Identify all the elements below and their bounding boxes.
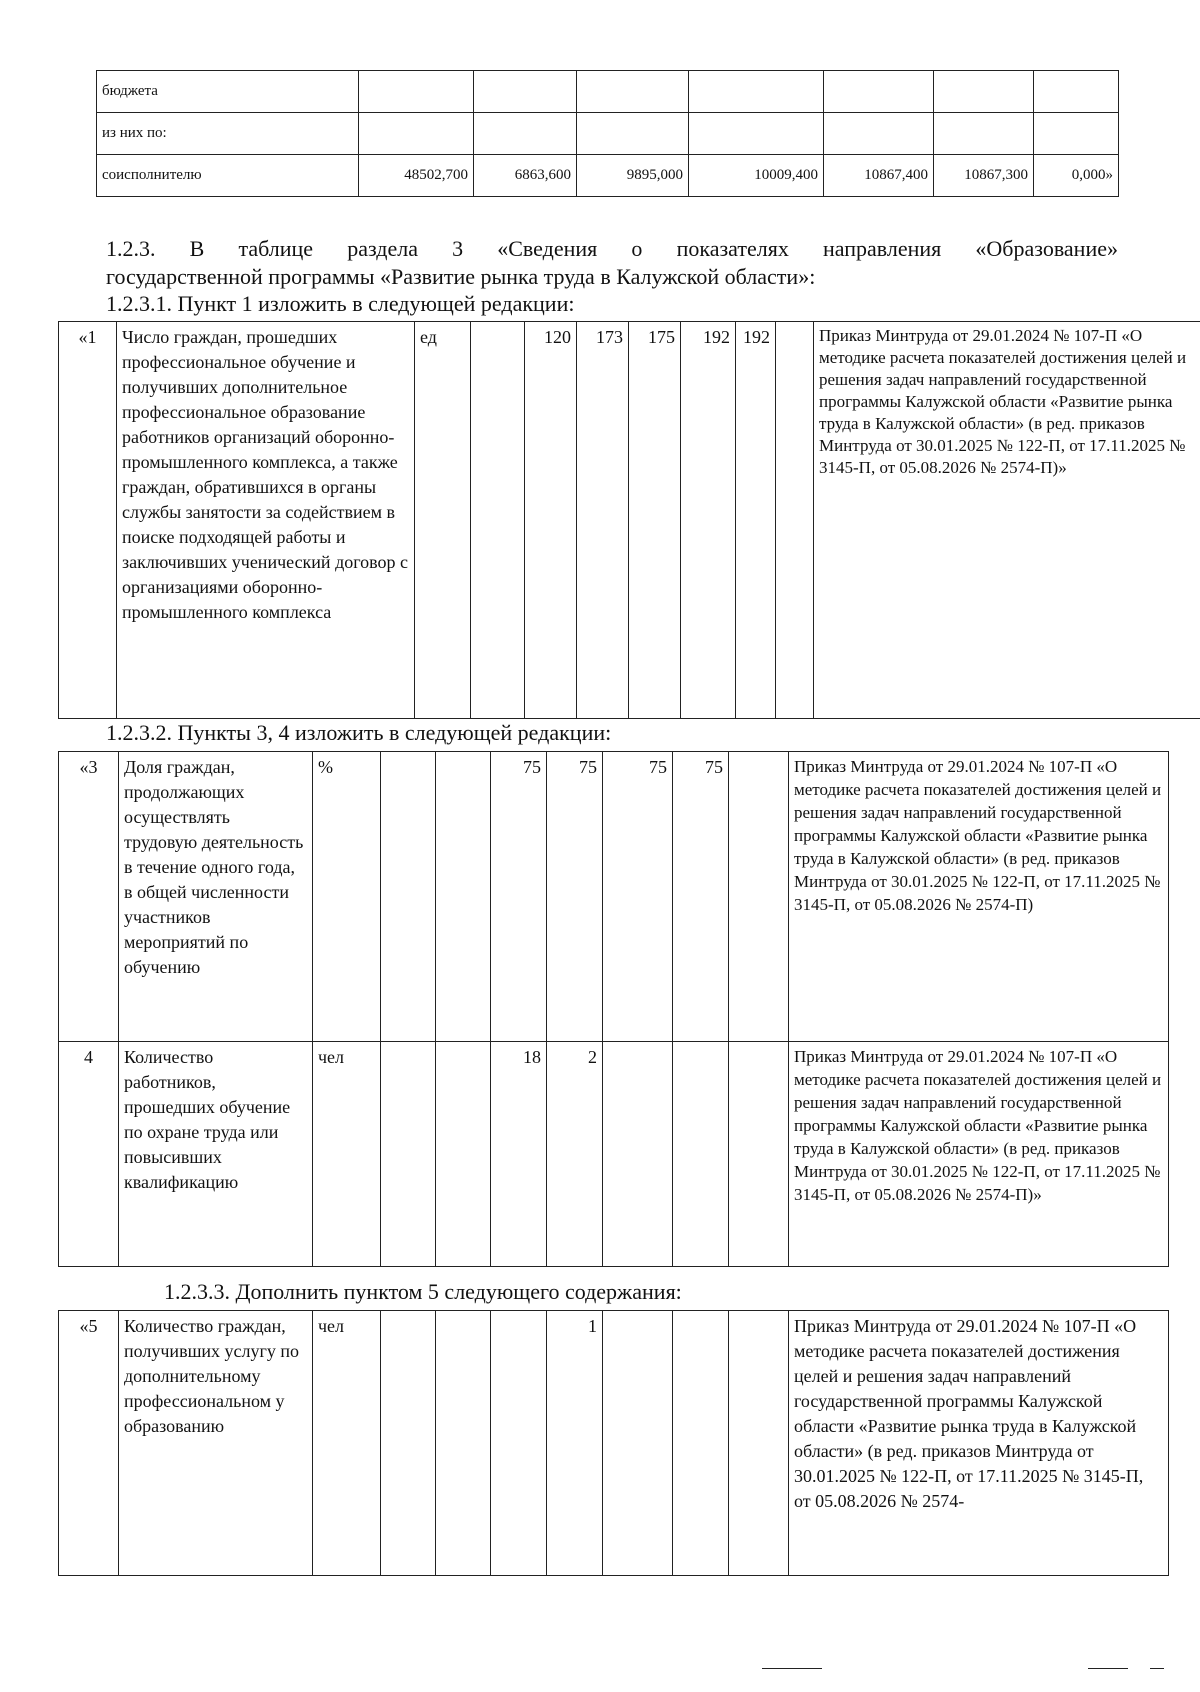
cell	[689, 113, 824, 155]
table-row	[97, 113, 1119, 155]
value-cell: 173	[577, 322, 629, 719]
source-document: Приказ Минтруда от 29.01.2024 № 107-П «О методике расчета показателей достижения целей и решения задач направлений государственной программы Калужской области «Развитие рынка труда в Калужской области» (в ред. приказов Минтруда от 30.01.2025 № 122-П, от 17.11.2025 № 3145-П, от 05.08.2026 № 2574-П)»	[789, 1042, 1169, 1267]
base-value	[471, 322, 525, 719]
cell	[824, 113, 934, 155]
row-label: из них по:	[97, 113, 359, 155]
cell: 48502,700	[359, 155, 474, 197]
table-row	[59, 322, 1200, 719]
value-cell: 120	[525, 322, 577, 719]
cell	[577, 71, 689, 113]
subsection-heading-1: 1.2.3.1. Пункт 1 изложить в следующей редакции:	[106, 291, 575, 316]
indicator-name: Число граждан, прошедших профессиональное обучение и получивших дополнительное профессиональное образование работников организаций оборонно-промышленного комплекса, а также граждан, обратившихся в органы службы занятости за содействием в поиске подходящей работы и заключивших ученический договор с организациями оборонно-промышленного комплекса	[117, 322, 415, 719]
cell: 0,000»	[1034, 155, 1119, 197]
indicator-table-1	[58, 321, 1200, 719]
cell: 10867,300	[934, 155, 1034, 197]
unit: чел	[313, 1042, 381, 1267]
value-cell: 1	[547, 1311, 603, 1576]
cell: 10009,400	[689, 155, 824, 197]
indicator-table-3	[58, 1310, 1169, 1576]
value-cell: 192	[681, 322, 736, 719]
table-row	[97, 155, 1119, 197]
value-cell: 75	[547, 752, 603, 1042]
table-row	[59, 1311, 1169, 1576]
table-row	[97, 71, 1119, 113]
source-document: Приказ Минтруда от 29.01.2024 № 107-П «О методике расчета показателей достижения целей и решения задач направлений государственной программы Калужской области «Развитие рынка труда в Калужской области» (в ред. приказов Минтруда от 30.01.2025 № 122-П, от 17.11.2025 № 3145-П, от 05.08.2026 № 2574-	[789, 1311, 1169, 1576]
empty-cell	[776, 322, 814, 719]
table-row	[59, 752, 1169, 1042]
cell: 9895,000	[577, 155, 689, 197]
row-number: «1	[59, 322, 117, 719]
empty-cell	[729, 1311, 789, 1576]
empty-cell	[436, 1042, 491, 1267]
value-cell: 175	[629, 322, 681, 719]
value-cell	[603, 1311, 673, 1576]
subsection-heading-2: 1.2.3.2. Пункты 3, 4 изложить в следующей редакции:	[106, 720, 612, 745]
indicator-name: Количество работников, прошедших обучение по охране труда или повысивших квалификацию	[119, 1042, 313, 1267]
cell	[689, 71, 824, 113]
table-row	[59, 1042, 1169, 1267]
unit: чел	[313, 1311, 381, 1576]
value-cell: 75	[603, 752, 673, 1042]
cell: 6863,600	[474, 155, 577, 197]
empty-cell	[381, 1042, 436, 1267]
value-cell	[491, 1311, 547, 1576]
cell	[474, 113, 577, 155]
value-cell	[673, 1311, 729, 1576]
subsection-heading-3: 1.2.3.3. Дополнить пунктом 5 следующего содержания:	[164, 1279, 682, 1304]
row-number: 4	[59, 1042, 119, 1267]
scan-mark	[1150, 1668, 1164, 1669]
cell	[824, 71, 934, 113]
empty-cell	[381, 1311, 436, 1576]
cell	[1034, 113, 1119, 155]
value-cell: 2	[547, 1042, 603, 1267]
row-number: «5	[59, 1311, 119, 1576]
empty-cell	[729, 1042, 789, 1267]
value-cell	[603, 1042, 673, 1267]
unit: %	[313, 752, 381, 1042]
source-document: Приказ Минтруда от 29.01.2024 № 107-П «О методике расчета показателей достижения целей и решения задач направлений государственной программы Калужской области «Развитие рынка труда в Калужской области» (в ред. приказов Минтруда от 30.01.2025 № 122-П, от 17.11.2025 № 3145-П, от 05.08.2026 № 2574-П)»	[814, 322, 1200, 719]
cell	[934, 71, 1034, 113]
scan-mark	[1088, 1668, 1128, 1669]
row-number: «3	[59, 752, 119, 1042]
unit: ед	[415, 322, 471, 719]
empty-cell	[436, 1311, 491, 1576]
indicator-name: Количество граждан, получивших услугу по дополнительному профессиональном у образованию	[119, 1311, 313, 1576]
value-cell	[673, 1042, 729, 1267]
cell	[577, 113, 689, 155]
cell: 10867,400	[824, 155, 934, 197]
cell	[1034, 71, 1119, 113]
cell	[934, 113, 1034, 155]
budget-table	[96, 70, 1119, 197]
indicator-name: Доля граждан, продолжающих осуществлять трудовую деятельность в течение одного года, в общей численности участников мероприятий по обучению	[119, 752, 313, 1042]
indicator-table-2	[58, 751, 1169, 1267]
value-cell: 75	[673, 752, 729, 1042]
cell	[359, 113, 474, 155]
value-cell: 192	[736, 322, 776, 719]
empty-cell	[436, 752, 491, 1042]
row-label: соисполнителю	[97, 155, 359, 197]
empty-cell	[381, 752, 436, 1042]
empty-cell	[729, 752, 789, 1042]
value-cell: 75	[491, 752, 547, 1042]
cell	[359, 71, 474, 113]
section-intro-line2: государственной программы «Развитие рынка труда в Калужской области»:	[106, 264, 816, 289]
row-label: бюджета	[97, 71, 359, 113]
value-cell: 18	[491, 1042, 547, 1267]
section-intro-line1: 1.2.3. В таблице раздела 3 «Сведения о показателях направления «Образование»	[106, 236, 1118, 261]
scan-mark	[762, 1668, 822, 1669]
cell	[474, 71, 577, 113]
source-document: Приказ Минтруда от 29.01.2024 № 107-П «О методике расчета показателей достижения целей и решения задач направлений государственной программы Калужской области «Развитие рынка труда в Калужской области» (в ред. приказов Минтруда от 30.01.2025 № 122-П, от 17.11.2025 № 3145-П, от 05.08.2026 № 2574-П)	[789, 752, 1169, 1042]
